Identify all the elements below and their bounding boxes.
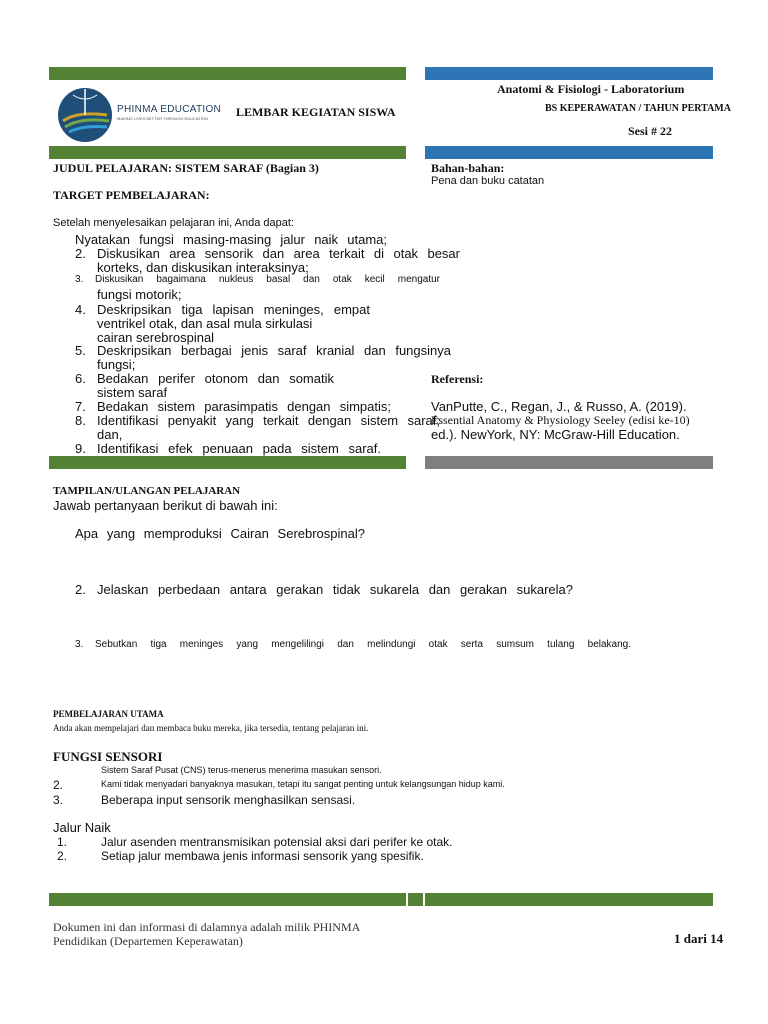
objective-6-line-2: sistem saraf [97, 385, 168, 400]
objective-8-number: 8. [75, 413, 86, 428]
sensory-heading: FUNGSI SENSORI [53, 749, 163, 764]
objective-9-line-1: Identifikasi efek penuaan pada sistem saraf. [97, 441, 381, 456]
ascending-heading: Jalur Naik [53, 820, 111, 835]
objective-5-line-1: Deskripsikan berbagai jenis saraf kranial dan fungsinya [97, 343, 451, 358]
lesson-title: JUDUL PELAJARAN: SISTEM SARAF (Bagian 3) [53, 161, 319, 175]
section-bar-left [49, 146, 406, 159]
review-question-1: Apa yang memproduksi Cairan Serebrospinal? [75, 526, 365, 541]
sensory-item-2-number: 2. [53, 778, 64, 792]
footer-ownership-line-1: Dokumen ini dan informasi di dalamnya adalah milik PHINMA [53, 920, 361, 934]
objective-3-number: 3. [75, 274, 84, 285]
review-question-3-number: 3. [75, 639, 84, 650]
objective-7-line-1: Bedakan sistem parasimpatis dengan simpatis; [97, 399, 391, 414]
objective-9-number: 9. [75, 441, 86, 456]
main-learning-heading: PEMBELAJARAN UTAMA [53, 709, 164, 719]
ascending-item-2-number: 2. [57, 849, 68, 863]
program-label: BS KEPERAWATAN / TAHUN PERTAMA [545, 103, 731, 114]
review-question-3: Sebutkan tiga meninges yang mengelilingi dan melindungi otak serta sumsum tulang belakang. [95, 639, 631, 650]
divider-bar-left [49, 456, 406, 469]
objective-8-line-1: Identifikasi penyakit yang terkait dengan sistem saraf; [97, 413, 440, 428]
logo-text: PHINMA EDUCATION [117, 104, 222, 115]
reference-line-2: Essential Anatomy & Physiology Seeley (edisi ke-10) [431, 413, 690, 427]
page-number: 1 dari 14 [674, 931, 724, 946]
objective-6-line-1: Bedakan perifer otonom dan somatik [97, 371, 334, 386]
target-intro: Setelah menyelesaikan pelajaran ini, Anda dapat: [53, 217, 294, 229]
footer-bar-right [425, 893, 713, 906]
header-bar-right [425, 67, 713, 80]
objective-6-number: 6. [75, 371, 86, 386]
logo-tagline: MAKING LIVES BETTER THROUGH EDUCATION [117, 116, 208, 121]
review-question-2-number: 2. [75, 582, 86, 597]
materials-text: Pena dan buku catatan [431, 175, 545, 187]
sensory-item-1: Sistem Saraf Pusat (CNS) terus-menerus menerima masukan sensori. [101, 765, 382, 775]
objective-2-line-1: Diskusikan area sensorik dan area terkait di otak besar [97, 246, 460, 261]
review-instruction: Jawab pertanyaan berikut di bawah ini: [53, 498, 278, 513]
review-heading: TAMPILAN/ULANGAN PELAJARAN [53, 485, 241, 497]
course-title: Anatomi & Fisiologi - Laboratorium [497, 82, 685, 96]
main-learning-text: Anda akan mempelajari dan membaca buku mereka, jika tersedia, tentang pelajaran ini. [53, 723, 369, 733]
phinma-logo [57, 87, 227, 143]
reference-line-3: ed.). NewYork, NY: McGraw-Hill Education. [431, 427, 680, 442]
references-heading: Referensi: [431, 372, 484, 386]
objective-4-line-3: cairan serebrospinal [97, 330, 215, 345]
ascending-item-2: Setiap jalur membawa jenis informasi sensorik yang spesifik. [101, 849, 424, 863]
target-heading: TARGET PEMBELAJARAN: [53, 188, 210, 202]
sensory-item-2: Kami tidak menyadari banyaknya masukan, tetapi itu sangat penting untuk kelangsungan hidup kami. [101, 779, 505, 789]
objective-4-number: 4. [75, 302, 86, 317]
materials-heading: Bahan-bahan: [431, 161, 505, 175]
objective-7-number: 7. [75, 399, 86, 414]
objective-1-line-1: Nyatakan fungsi masing-masing jalur naik utama; [75, 232, 387, 247]
objective-4-line-1: Deskripsikan tiga lapisan meninges, empat [97, 302, 370, 317]
objective-3-line-1: Diskusikan bagaimana nukleus basal dan otak kecil mengatur [95, 274, 440, 285]
objective-8-line-2: dan, [97, 427, 123, 442]
sheet-title: LEMBAR KEGIATAN SISWA [236, 105, 396, 119]
header-bar-left [49, 67, 406, 80]
section-bar-right [425, 146, 713, 159]
review-question-2: Jelaskan perbedaan antara gerakan tidak sukarela dan gerakan sukarela? [97, 582, 573, 597]
objective-5-number: 5. [75, 343, 86, 358]
footer-bar-middle [408, 893, 423, 906]
phinma-logo-icon [57, 87, 113, 143]
objective-4-line-2: ventrikel otak, dan asal mula sirkulasi [97, 316, 313, 331]
footer-bar-left [49, 893, 406, 906]
objective-2-number: 2. [75, 246, 86, 261]
objective-3-line-2: fungsi motorik; [97, 287, 182, 302]
reference-line-1: VanPutte, C., Regan, J., & Russo, A. (2019). [431, 399, 687, 414]
session-label: Sesi # 22 [628, 124, 673, 138]
sensory-item-3-number: 3. [53, 793, 64, 807]
ascending-item-1-number: 1. [57, 835, 68, 849]
footer-ownership-line-2: Pendidikan (Departemen Keperawatan) [53, 934, 243, 948]
objective-5-line-2: fungsi; [97, 357, 136, 372]
divider-bar-right [425, 456, 713, 469]
ascending-item-1: Jalur asenden mentransmisikan potensial aksi dari perifer ke otak. [101, 835, 453, 849]
sensory-item-3: Beberapa input sensorik menghasilkan sensasi. [101, 793, 356, 807]
objective-2-line-2: korteks, dan diskusikan interaksinya; [97, 260, 309, 275]
